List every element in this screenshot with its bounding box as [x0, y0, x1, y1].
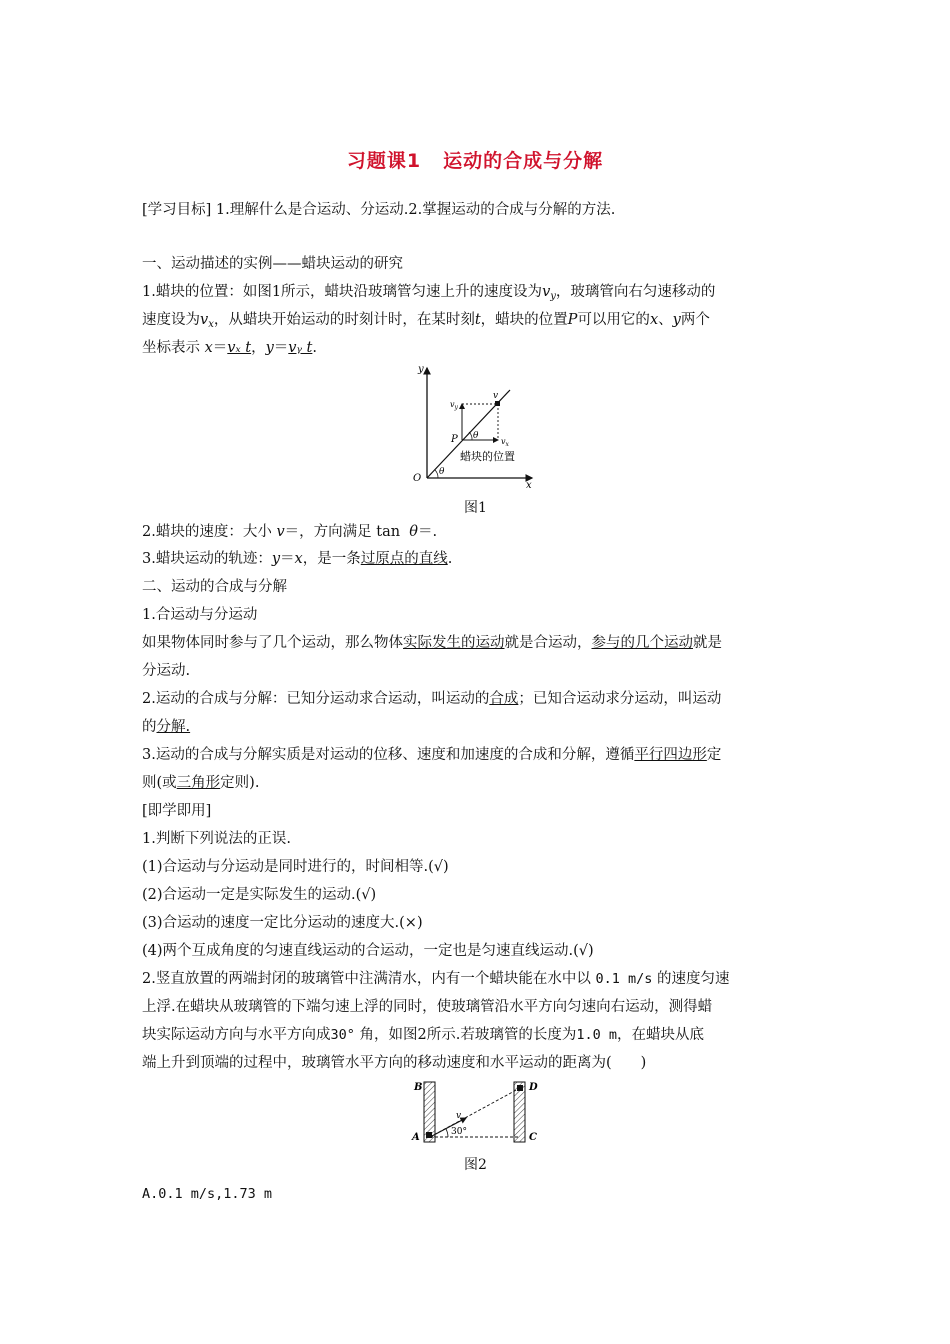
s1-p1-line3: 坐标表示 x＝vₓ t，y＝vᵧ t. [142, 340, 317, 356]
q2-line4: 端上升到顶端的过程中，玻璃管水平方向的移动速度和水平运动的距离为( ) [142, 1055, 647, 1071]
fig2-label-v: v [456, 1111, 462, 1121]
fig1-wax-block [495, 401, 500, 406]
s1-p1-line2: 速度设为$v_x$，从蜡块开始运动的时刻计时，在某时刻t，蜡块的位置P可以用它的x、y两个 [142, 312, 710, 330]
fig1-theta-upper: θ [473, 431, 479, 441]
q1-item: (3)合运动的速度一定比分运动的速度大.(×) [142, 915, 423, 931]
fig1-label-x: x [526, 480, 532, 490]
figure1-caption: 图1 [464, 500, 487, 516]
figure2-caption: 图2 [464, 1157, 487, 1173]
fig1-label-O: O [413, 473, 422, 484]
section1-heading: 一、运动描述的实例——蜡块运动的研究 [142, 256, 403, 272]
fig2-label-B: B [414, 1082, 423, 1093]
fill-blank-x: vₓ t [227, 340, 252, 356]
option-a: A.0.1 m/s,1.73 m [142, 1186, 273, 1202]
s1-p1-line1: 1.蜡块的位置：如图1所示，蜡块沿玻璃管匀速上升的速度设为$v_y$，玻璃管向右匀速移动的 [142, 284, 716, 302]
s2-item3-line1: 3.运动的合成与分解实质是对运动的位移、速度和加速度的合成和分解，遵循平行四边形定 [142, 747, 722, 763]
q2-line2: 上浮.在蜡块从玻璃管的下端匀速上浮的同时，使玻璃管沿水平方向匀速向右运动，测得蜡 [142, 999, 713, 1015]
figure1-diagram [400, 360, 550, 490]
q1-item: (2)合运动一定是实际发生的运动.(√) [142, 887, 377, 903]
s2-item2-line1: 2.运动的合成与分解：已知分运动求合运动，叫运动的合成；已知合运动求分运动，叫运动 [142, 691, 722, 707]
fig1-wax-label: 蜡块的位置 [460, 450, 515, 463]
q1-stem: 1.判断下列说法的正误. [142, 831, 291, 847]
fig1-label-v: v [493, 391, 499, 401]
fig1-label-P: P [451, 434, 458, 445]
fig2-label-A: A [412, 1132, 420, 1143]
q2-line1: 2.竖直放置的两端封闭的玻璃管中注满清水，内有一个蜡块能在水中以 0.1 m/s 的速度匀速 [142, 971, 730, 987]
fig1-label-vy: $v_y$ [450, 400, 458, 411]
fig2-label-angle: 30° [451, 1127, 467, 1137]
s2-item1-line1: 如果物体同时参与了几个运动，那么物体实际发生的运动就是合运动，参与的几个运动就是 [142, 635, 722, 651]
fig1-label-vx: $v_x$ [501, 437, 509, 448]
s2-item1-line2: 分运动. [142, 663, 191, 679]
practice-heading: [即学即用] [142, 803, 212, 819]
section2-heading: 二、运动的合成与分解 [142, 579, 287, 595]
fig1-theta-lower: θ [439, 467, 445, 477]
fig2-label-D: D [529, 1082, 538, 1093]
figure2-diagram [404, 1076, 554, 1148]
fig1-label-y: y [418, 364, 424, 375]
s1-p3: 3.蜡块运动的轨迹：y＝x，是一条过原点的直线. [142, 551, 453, 567]
s2-item2-line2: 的分解. [142, 719, 191, 735]
s2-item1-title: 1.合运动与分运动 [142, 607, 258, 623]
q1-item: (4)两个互成角度的匀速直线运动的合运动，一定也是匀速直线运动.(√) [142, 943, 594, 959]
q2-line3: 块实际运动方向与水平方向成30° 角，如图2所示.若玻璃管的长度为1.0 m，在蜡块从底 [142, 1027, 704, 1043]
fill-blank-y: vᵧ t [288, 340, 313, 356]
page-title: 习题课1 运动的合成与分解 [346, 150, 604, 172]
learning-goals: [学习目标] 1.理解什么是合运动、分运动.2.掌握运动的合成与分解的方法. [142, 202, 616, 218]
s1-p2: 2.蜡块的速度：大小 v＝，方向满足 tan θ＝. [142, 524, 438, 540]
q1-item: (1)合运动与分运动是同时进行的，时间相等.(√) [142, 859, 449, 875]
s2-item3-line2: 则(或三角形定则). [142, 775, 260, 791]
fig2-label-C: C [529, 1132, 537, 1143]
